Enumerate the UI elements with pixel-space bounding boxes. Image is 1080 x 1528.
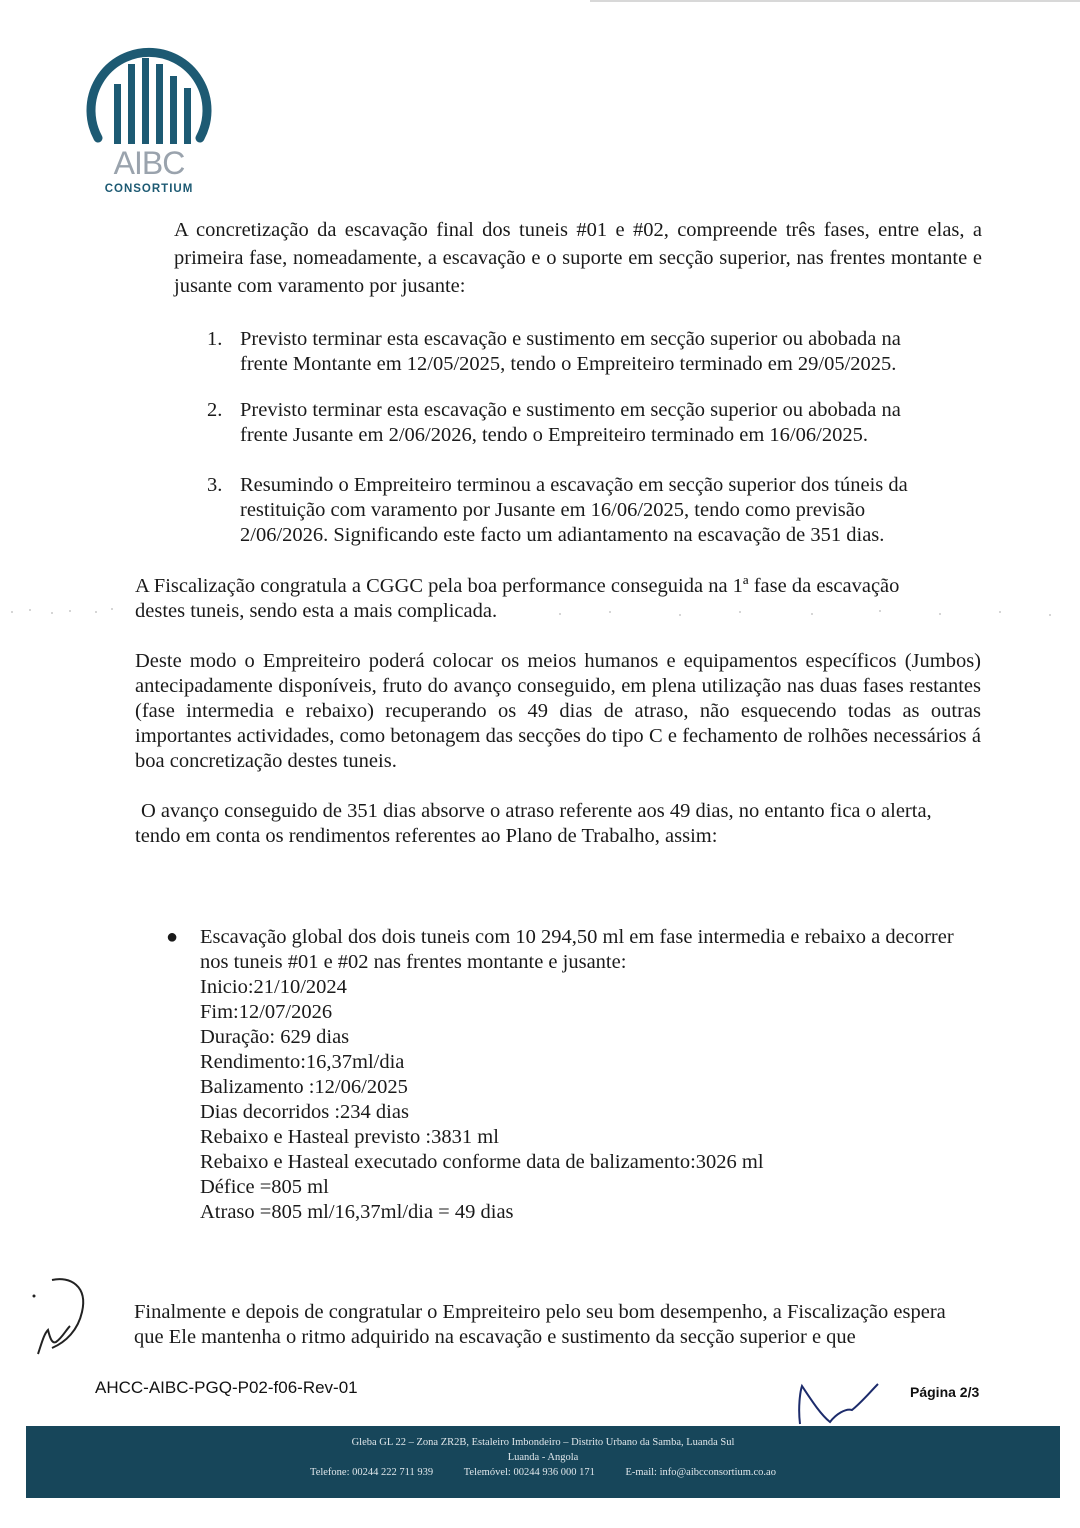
detail-rendimento: Rendimento:16,37ml/dia bbox=[200, 1051, 405, 1073]
scan-noise-dots bbox=[0, 600, 1080, 624]
logo-subtitle: CONSORTIUM bbox=[104, 183, 194, 195]
list-item bbox=[207, 473, 952, 548]
detail-duracao: Duração: 629 dias bbox=[200, 1026, 350, 1048]
detail-previsto: Rebaixo e Hasteal previsto :3831 ml bbox=[200, 1126, 499, 1148]
document-code: AHCC-AIBC-PGQ-P02-f06-Rev-01 bbox=[95, 1378, 358, 1397]
bullet-icon: ● bbox=[166, 926, 179, 948]
logo-emblem-icon bbox=[84, 28, 214, 158]
logo-wordmark: AIBC bbox=[113, 145, 185, 181]
footer-address: Gleba GL 22 – Zona ZR2B, Estaleiro Imbondeiro – Distrito Urbano da Samba, Luanda Sul bbox=[351, 1437, 735, 1448]
list-item-text: Resumindo o Empreiteiro terminou a escavação em secção superior dos túneis da restituição com varamento por Jusante em 16/06/2025, tendo como previsão 2/06/2026. Significando este facto um adiantamento na escavação de 351 dias. bbox=[240, 474, 908, 546]
detail-fim: Fim:12/07/2026 bbox=[200, 1001, 333, 1023]
detail-atraso: Atraso =805 ml/16,37ml/dia = 49 dias bbox=[200, 1201, 514, 1223]
empreiteiro-paragraph: Deste modo o Empreiteiro poderá colocar os meios humanos e equipamentos específicos (Jumbos) antecipadamente disponíveis, fruto do avanço conseguido, em plena utilização nas duas fases restantes (fase intermedia e rebaixo) recuperando os 49 dias de atraso, não esquecendo todas as outras importantes actividades, como betonagem das secções do tipo C e fechamento de rolhões necessários á boa concretização destes tuneis. bbox=[135, 650, 981, 772]
fiscalizacao-paragraph: A Fiscalização congratula a CGGC pela boa performance conseguida na 1ª fase da escavação destes tuneis, sendo esta a mais complicada. bbox=[135, 575, 900, 622]
page-number: Página 2/3 bbox=[910, 1384, 980, 1400]
bullet-item bbox=[200, 925, 960, 1225]
detail-defice: Défice =805 ml bbox=[200, 1176, 329, 1198]
initials-signature-icon bbox=[790, 1378, 890, 1428]
avanco-paragraph: O avanço conseguido de 351 dias absorve o atraso referente aos 49 dias, no entanto fica o alerta, tendo em conta os rendimentos referentes ao Plano de Trabalho, assim: bbox=[135, 800, 932, 847]
detail-balizamento: Balizamento :12/06/2025 bbox=[200, 1076, 408, 1098]
bullet-heading: Escavação global dos dois tuneis com 10 294,50 ml em fase intermedia e rebaixo a decorrer nos tuneis #01 e #02 nas frentes montante e jusante: bbox=[200, 926, 954, 973]
footer-contacts bbox=[26, 1467, 1060, 1478]
list-item-text: Previsto terminar esta escavação e sustimento em secção superior ou abobada na frente Montante em 12/05/2025, tendo o Empreiteiro terminado em 29/05/2025. bbox=[240, 328, 901, 375]
list-item-number: 3. bbox=[207, 474, 223, 496]
detail-executado: Rebaixo e Hasteal executado conforme data de balizamento:3026 ml bbox=[200, 1151, 764, 1173]
initials-signature-icon bbox=[30, 1272, 100, 1362]
detail-dias-decorridos: Dias decorridos :234 dias bbox=[200, 1101, 409, 1123]
footer-email: E-mail: info@aibcconsortium.co.ao bbox=[625, 1467, 776, 1478]
list-item-number: 2. bbox=[207, 399, 223, 421]
list-item bbox=[207, 327, 952, 377]
list-item-text: Previsto terminar esta escavação e sustimento em secção superior ou abobada na frente Jusante em 2/06/2026, tendo o Empreiteiro terminado em 16/06/2025. bbox=[240, 399, 901, 446]
footer-city: Luanda - Angola bbox=[507, 1452, 579, 1463]
intro-paragraph: A concretização da escavação final dos tuneis #01 e #02, compreende três fases, entre elas, a primeira fase, nomeadamente, a escavação e o suporte em secção superior, nas frentes montante e jusante com varamento por jusante: bbox=[174, 219, 982, 297]
detail-inicio: Inicio:21/10/2024 bbox=[200, 976, 347, 998]
footer-band bbox=[26, 1426, 1060, 1498]
footer-phone: Telefone: 00244 222 711 939 bbox=[310, 1467, 434, 1478]
scan-top-rule bbox=[590, 0, 1080, 2]
list-item-number: 1. bbox=[207, 328, 223, 350]
footer-mobile: Telemóvel: 00244 936 000 171 bbox=[463, 1467, 595, 1478]
list-item bbox=[207, 398, 952, 448]
closing-paragraph: Finalmente e depois de congratular o Empreiteiro pelo seu bom desempenho, a Fiscalização espera que Ele mantenha o ritmo adquirido na escavação e sustimento da secção superior e que bbox=[134, 1301, 946, 1348]
aibc-logo bbox=[84, 28, 214, 200]
